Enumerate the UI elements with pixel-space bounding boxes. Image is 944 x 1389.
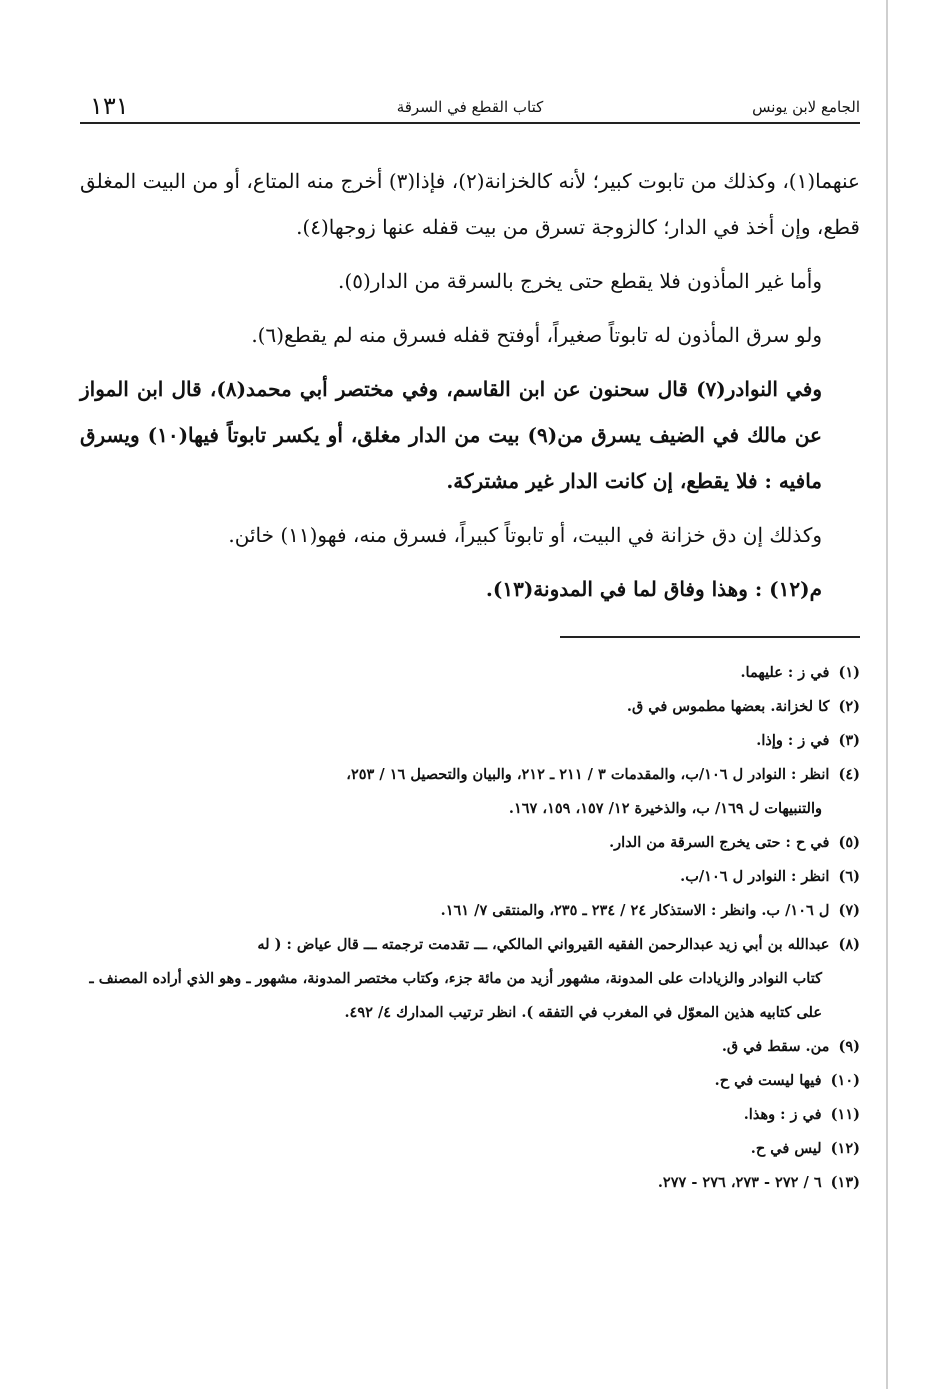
footnote-text: في ز : وهذا. (743, 1106, 822, 1123)
footnote-text: كا لخزانة. بعضها مطموس في ق. (626, 698, 830, 715)
main-text (80, 158, 860, 612)
footnote-text: في ز : وإذا. (756, 732, 830, 749)
footnote (80, 758, 860, 826)
footnote (80, 1132, 860, 1166)
running-title-book: الجامع لابن يونس (752, 98, 860, 116)
footnote-number: (٢) (838, 698, 860, 715)
footnote (80, 826, 860, 860)
footnote (80, 1064, 860, 1098)
footnote-number: (٦) (838, 868, 860, 885)
paragraph: عنهما(١)، وكذلك من تابوت كبير؛ لأنه كالخزانة(٢)، فإذا(٣) أخرج منه المتاع، أو من البيت المغلق قطع، وإن أخذ في الدار؛ كالزوجة تسرق من بيت قفله عنها زوجها(٤). (80, 169, 860, 239)
paragraph: وأما غير المأذون فلا يقطع حتى يخرج بالسرقة من الدار(٥). (338, 269, 822, 293)
footnote-number: (٥) (838, 834, 860, 851)
paragraph: وكذلك إن دق خزانة في البيت، أو تابوتاً كبيراً، فسرق منه، فهو(١١) خائن. (228, 523, 822, 547)
footnotes (80, 656, 860, 1200)
footnote-text: عبدالله بن أبي زيد عبدالرحمن الفقيه القيرواني المالكي، ـــ تقدمت ترجمته ـــ قال عياض : ( له (257, 936, 830, 953)
footnote-text: انظر : النوادر ل ١٠٦/ب، والمقدمات ٣ / ٢١١ ـ ٢١٢، والبيان والتحصيل ١٦ / ٢٥٣، (346, 766, 830, 783)
footnote (80, 724, 860, 758)
paragraph: م(١٢) : وهذا وفاق لما في المدونة(١٣). (485, 577, 822, 601)
footnote-continuation: والتنبيهات ل ١٦٩/ ب، والذخيرة ١٢/ ١٥٧، ١٥٩، ١٦٧. (508, 800, 822, 817)
paragraph: ولو سرق المأذون له تابوتاً صغيراً، أوفتح قفله فسرق منه لم يقطع(٦). (251, 323, 822, 347)
footnote-text: ٦ / ٢٧٢ - ٢٧٣، ٢٧٦ - ٢٧٧. (657, 1174, 822, 1191)
footnote-number: (١٠) (830, 1072, 860, 1089)
footnote (80, 1166, 860, 1200)
page-number: ١٣١ (90, 92, 129, 120)
footnote-number: (١) (838, 664, 860, 681)
footnote (80, 1098, 860, 1132)
footnote-number: (١١) (830, 1106, 860, 1123)
document-page (80, 88, 860, 1200)
footnote-number: (١٣) (830, 1174, 860, 1191)
footnote (80, 656, 860, 690)
footnote-number: (٣) (838, 732, 860, 749)
footnote (80, 1030, 860, 1064)
footnote-text: انظر : النوادر ل ١٠٦/ب. (680, 868, 830, 885)
footnote (80, 894, 860, 928)
footnote-number: (٤) (838, 766, 860, 783)
footnote-number: (٨) (838, 936, 860, 953)
footnote-text: في ز : عليهما. (740, 664, 830, 681)
footnote-number: (٩) (838, 1038, 860, 1055)
footnote (80, 690, 860, 724)
footnote-number: (١٢) (830, 1140, 860, 1157)
footnote-text: ليس في ح. (750, 1140, 822, 1157)
paragraph: وفي النوادر(٧) قال سحنون عن ابن القاسم، وفي مختصر أبي محمد(٨)، قال ابن المواز عن مالك في الضيف يسرق من(٩) بيت من الدار مغلق، أو يكسر تابوتاً فيها(١٠) ويسرق مافيه : فلا يقطع، إن كانت الدار غير مشتركة. (80, 377, 822, 493)
running-title-chapter: كتاب القطع في السرقة (396, 98, 544, 116)
page-edge-line (886, 0, 888, 1389)
footnote-text: من. سقط في ق. (721, 1038, 830, 1055)
footnote-text: فيها ليست في ح. (714, 1072, 822, 1089)
footnote (80, 928, 860, 1030)
footnote (80, 860, 860, 894)
footnote-number: (٧) (838, 902, 860, 919)
footnote-continuation: كتاب النوادر والزيادات على المدونة، مشهور أزيد من مائة جزء، وكتاب مختصر المدونة، مشهور ـ وهو الذي أراده المصنف ـ على كتابيه هذين المعوّل في المغرب في التفقه ). انظر ترتيب المدارك ٤/ ٤٩٢. (89, 970, 822, 1021)
running-header (80, 88, 860, 124)
footnote-separator (560, 636, 860, 638)
footnote-text: في ح : حتى يخرج السرقة من الدار. (609, 834, 830, 851)
footnote-text: ل ١٠٦/ ب. وانظر : الاستذكار ٢٤ / ٢٣٤ ـ ٢٣٥، والمنتقى ٧/ ١٦١. (440, 902, 830, 919)
